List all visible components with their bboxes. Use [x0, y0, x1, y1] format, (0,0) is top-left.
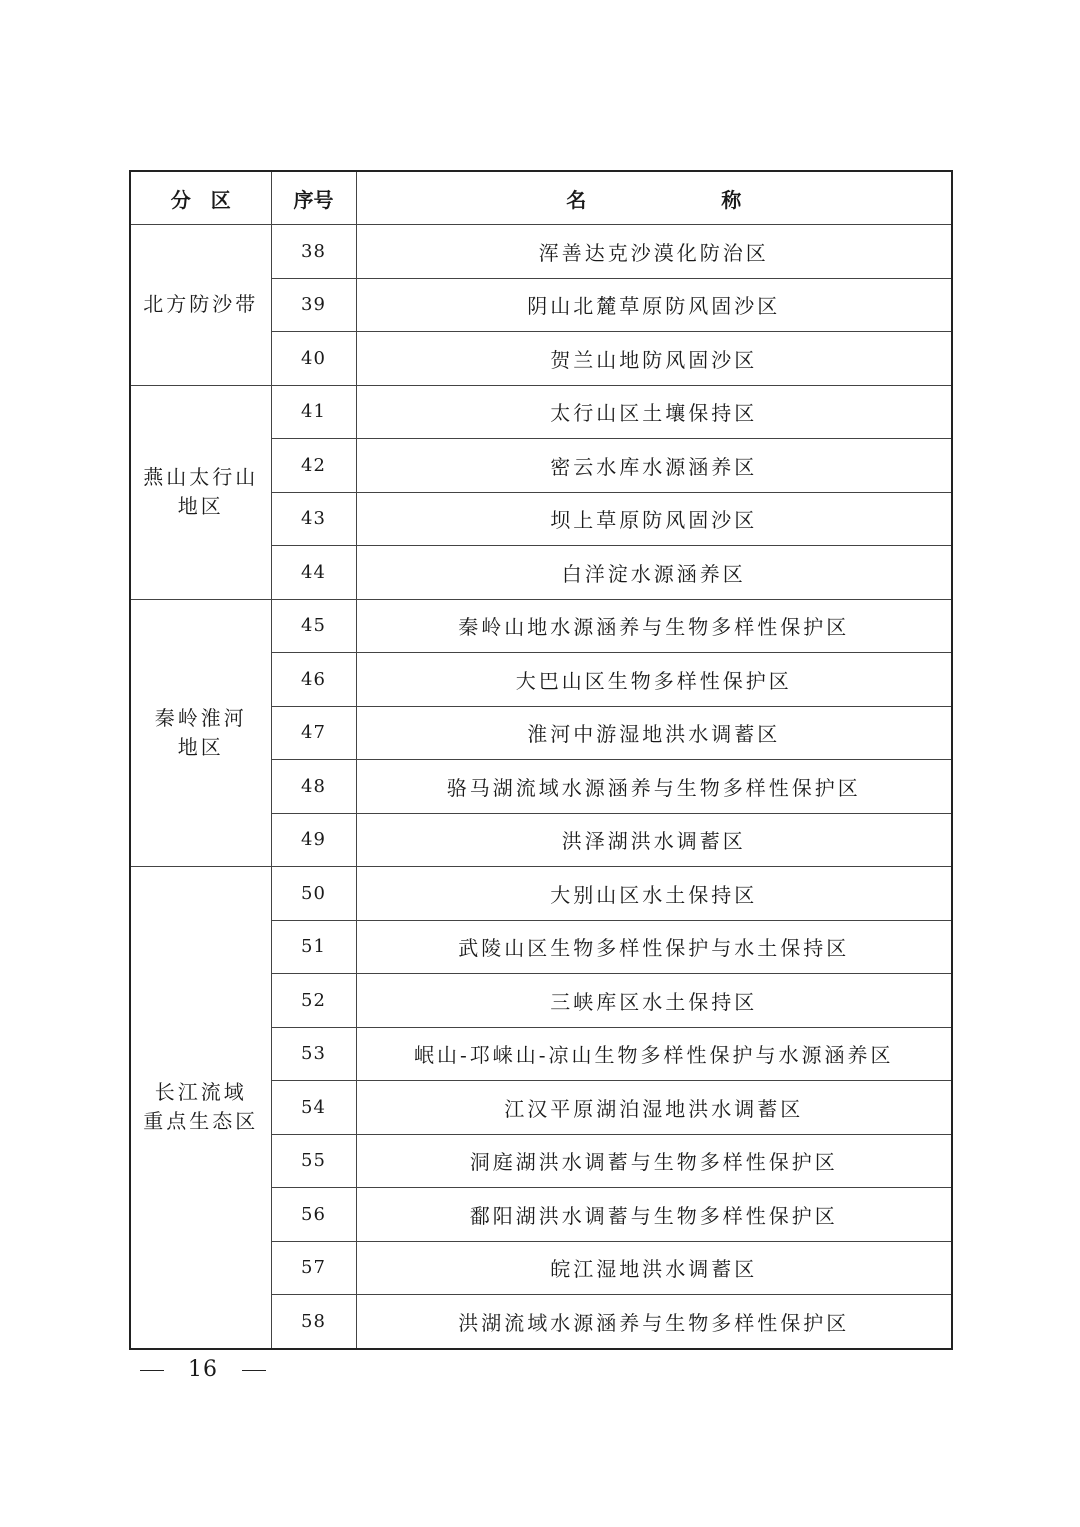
area-name: 太行山区土壤保持区: [356, 385, 952, 439]
area-name: 三峡库区水土保持区: [356, 974, 952, 1028]
footer-dash-right: [242, 1370, 266, 1371]
seq-number: 50: [271, 867, 356, 921]
page-footer: [140, 1357, 266, 1382]
header-name-left: 名: [566, 187, 587, 212]
area-name: 阴山北麓草原防风固沙区: [356, 278, 952, 332]
seq-number: 39: [271, 278, 356, 332]
seq-number: 56: [271, 1188, 356, 1242]
header-region: 分 区: [130, 171, 271, 225]
area-name: 鄱阳湖洪水调蓄与生物多样性保护区: [356, 1188, 952, 1242]
footer-dash-left: [140, 1370, 164, 1371]
seq-number: 51: [271, 920, 356, 974]
area-name: 秦岭山地水源涵养与生物多样性保护区: [356, 599, 952, 653]
header-name-right: 称: [721, 187, 742, 212]
area-name: 洞庭湖洪水调蓄与生物多样性保护区: [356, 1134, 952, 1188]
zone-name-line1: 长江流域: [154, 1080, 247, 1105]
zone-cell: [130, 867, 271, 1349]
table-row: [130, 225, 952, 279]
seq-number: 49: [271, 813, 356, 867]
seq-number: 41: [271, 385, 356, 439]
area-name: 岷山-邛崃山-凉山生物多样性保护与水源涵养区: [356, 1027, 952, 1081]
area-name: 贺兰山地防风固沙区: [356, 332, 952, 386]
seq-number: 45: [271, 599, 356, 653]
table-row: [130, 599, 952, 653]
table-body: [130, 225, 952, 1349]
area-name: 骆马湖流域水源涵养与生物多样性保护区: [356, 760, 952, 814]
zone-name-line2: 重点生态区: [143, 1109, 259, 1134]
zone-name-line1: 秦岭淮河: [154, 705, 247, 730]
seq-number: 40: [271, 332, 356, 386]
seq-number: 58: [271, 1295, 356, 1349]
area-name: 密云水库水源涵养区: [356, 439, 952, 493]
seq-number: 43: [271, 492, 356, 546]
zone-name-line1: 燕山太行山: [143, 465, 259, 489]
seq-number: 53: [271, 1027, 356, 1081]
seq-number: 57: [271, 1241, 356, 1295]
area-name: 洪泽湖洪水调蓄区: [356, 813, 952, 867]
area-name: 洪湖流域水源涵养与生物多样性保护区: [356, 1295, 952, 1349]
seq-number: 42: [271, 439, 356, 493]
area-name: 江汉平原湖泊湿地洪水调蓄区: [356, 1081, 952, 1135]
seq-number: 38: [271, 225, 356, 279]
area-name: 浑善达克沙漠化防治区: [356, 225, 952, 279]
zone-name-line2: 地区: [177, 494, 224, 518]
header-name: [356, 171, 952, 225]
seq-number: 44: [271, 546, 356, 600]
zone-cell: [130, 385, 271, 599]
page-number: 16: [188, 1357, 218, 1382]
area-name: 白洋淀水源涵养区: [356, 546, 952, 600]
seq-number: 55: [271, 1134, 356, 1188]
ecological-zone-table: [129, 170, 953, 1350]
area-name: 皖江湿地洪水调蓄区: [356, 1241, 952, 1295]
area-name: 武陵山区生物多样性保护与水土保持区: [356, 920, 952, 974]
table-row: [130, 867, 952, 921]
seq-number: 54: [271, 1081, 356, 1135]
zone-cell: [130, 599, 271, 867]
seq-number: 52: [271, 974, 356, 1028]
zone-cell: [130, 225, 271, 386]
table-row: [130, 385, 952, 439]
area-name: 大别山区水土保持区: [356, 867, 952, 921]
seq-number: 48: [271, 760, 356, 814]
seq-number: 47: [271, 706, 356, 760]
table-header-row: [130, 171, 952, 225]
seq-number: 46: [271, 653, 356, 707]
area-name: 坝上草原防风固沙区: [356, 492, 952, 546]
area-name: 大巴山区生物多样性保护区: [356, 653, 952, 707]
area-name: 淮河中游湿地洪水调蓄区: [356, 706, 952, 760]
zone-name-line1: 北方防沙带: [143, 292, 259, 317]
header-seq: 序号: [271, 171, 356, 225]
zone-name-line2: 地区: [177, 734, 224, 759]
